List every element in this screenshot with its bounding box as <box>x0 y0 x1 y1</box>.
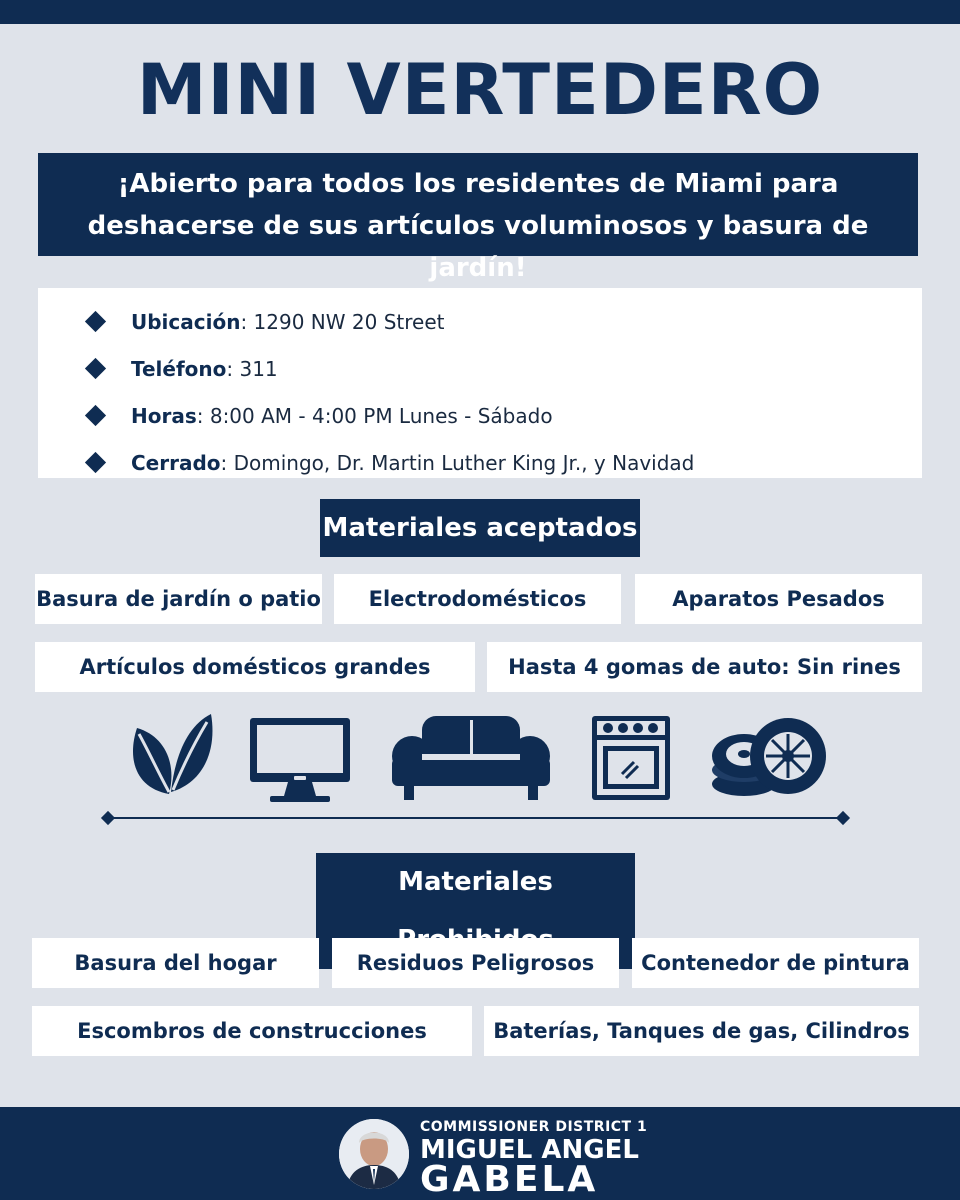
intro-banner <box>38 153 918 283</box>
info-item-closed <box>88 439 922 486</box>
divider-end-dot <box>101 811 115 825</box>
info-label: Teléfono <box>131 356 227 381</box>
info-value: : 8:00 AM - 4:00 PM Lunes - Sábado <box>196 403 553 428</box>
accepted-item-appliances: Electrodomésticos <box>334 574 621 624</box>
info-item-phone <box>88 345 922 392</box>
footer-name-line2: GABELA <box>420 1159 599 1200</box>
footer-subtitle: COMMISSIONER DISTRICT 1 <box>420 1119 648 1135</box>
accepted-item-heavy-devices: Aparatos Pesados <box>635 574 922 624</box>
stove-icon <box>590 714 672 809</box>
accepted-icons-row <box>0 708 960 808</box>
footer-name-line1: MIGUEL ANGEL <box>420 1135 639 1165</box>
accepted-item-tires: Hasta 4 gomas de auto: Sin rines <box>487 642 922 692</box>
info-value: : 311 <box>226 356 278 381</box>
divider-line <box>108 817 844 819</box>
diamond-bullet-icon <box>85 405 106 426</box>
prohibited-item-construction-debris: Escombros de construcciones <box>32 1006 472 1056</box>
banner-line-1: ¡Abierto para todos los residentes de Miami para <box>117 169 839 199</box>
info-label: Horas <box>131 403 197 428</box>
info-label: Cerrado <box>131 450 221 475</box>
divider-end-dot <box>836 811 850 825</box>
info-value: : 1290 NW 20 Street <box>240 309 445 334</box>
sofa-icon <box>390 714 552 807</box>
info-list <box>38 288 922 478</box>
prohibited-item-batteries-tanks: Baterías, Tanques de gas, Cilindros <box>484 1006 919 1056</box>
diamond-bullet-icon <box>85 311 106 332</box>
prohibited-item-household-trash: Basura del hogar <box>32 938 319 988</box>
banner-line-2: deshacerse de sus artículos voluminosos y basura de jardín! <box>87 211 869 283</box>
accepted-item-yard-waste: Basura de jardín o patio <box>35 574 322 624</box>
info-item-location <box>88 298 922 345</box>
top-bar <box>0 0 960 24</box>
page-title: MINI VERTEDERO <box>136 49 824 131</box>
info-label: Ubicación <box>131 309 241 334</box>
accepted-heading: Materiales aceptados <box>320 499 640 557</box>
diamond-bullet-icon <box>85 452 106 473</box>
info-value: : Domingo, Dr. Martin Luther King Jr., y Navidad <box>220 450 695 475</box>
monitor-icon <box>248 716 352 811</box>
diamond-bullet-icon <box>85 358 106 379</box>
tires-icon <box>708 708 830 809</box>
accepted-item-large-household: Artículos domésticos grandes <box>35 642 475 692</box>
prohibited-heading: Materiales <box>316 853 635 969</box>
prohibited-item-hazardous-waste: Residuos Peligrosos <box>332 938 619 988</box>
prohibited-item-paint-containers: Contenedor de pintura <box>632 938 919 988</box>
avatar <box>339 1119 409 1189</box>
info-item-hours <box>88 392 922 439</box>
leaf-icon <box>125 708 215 803</box>
